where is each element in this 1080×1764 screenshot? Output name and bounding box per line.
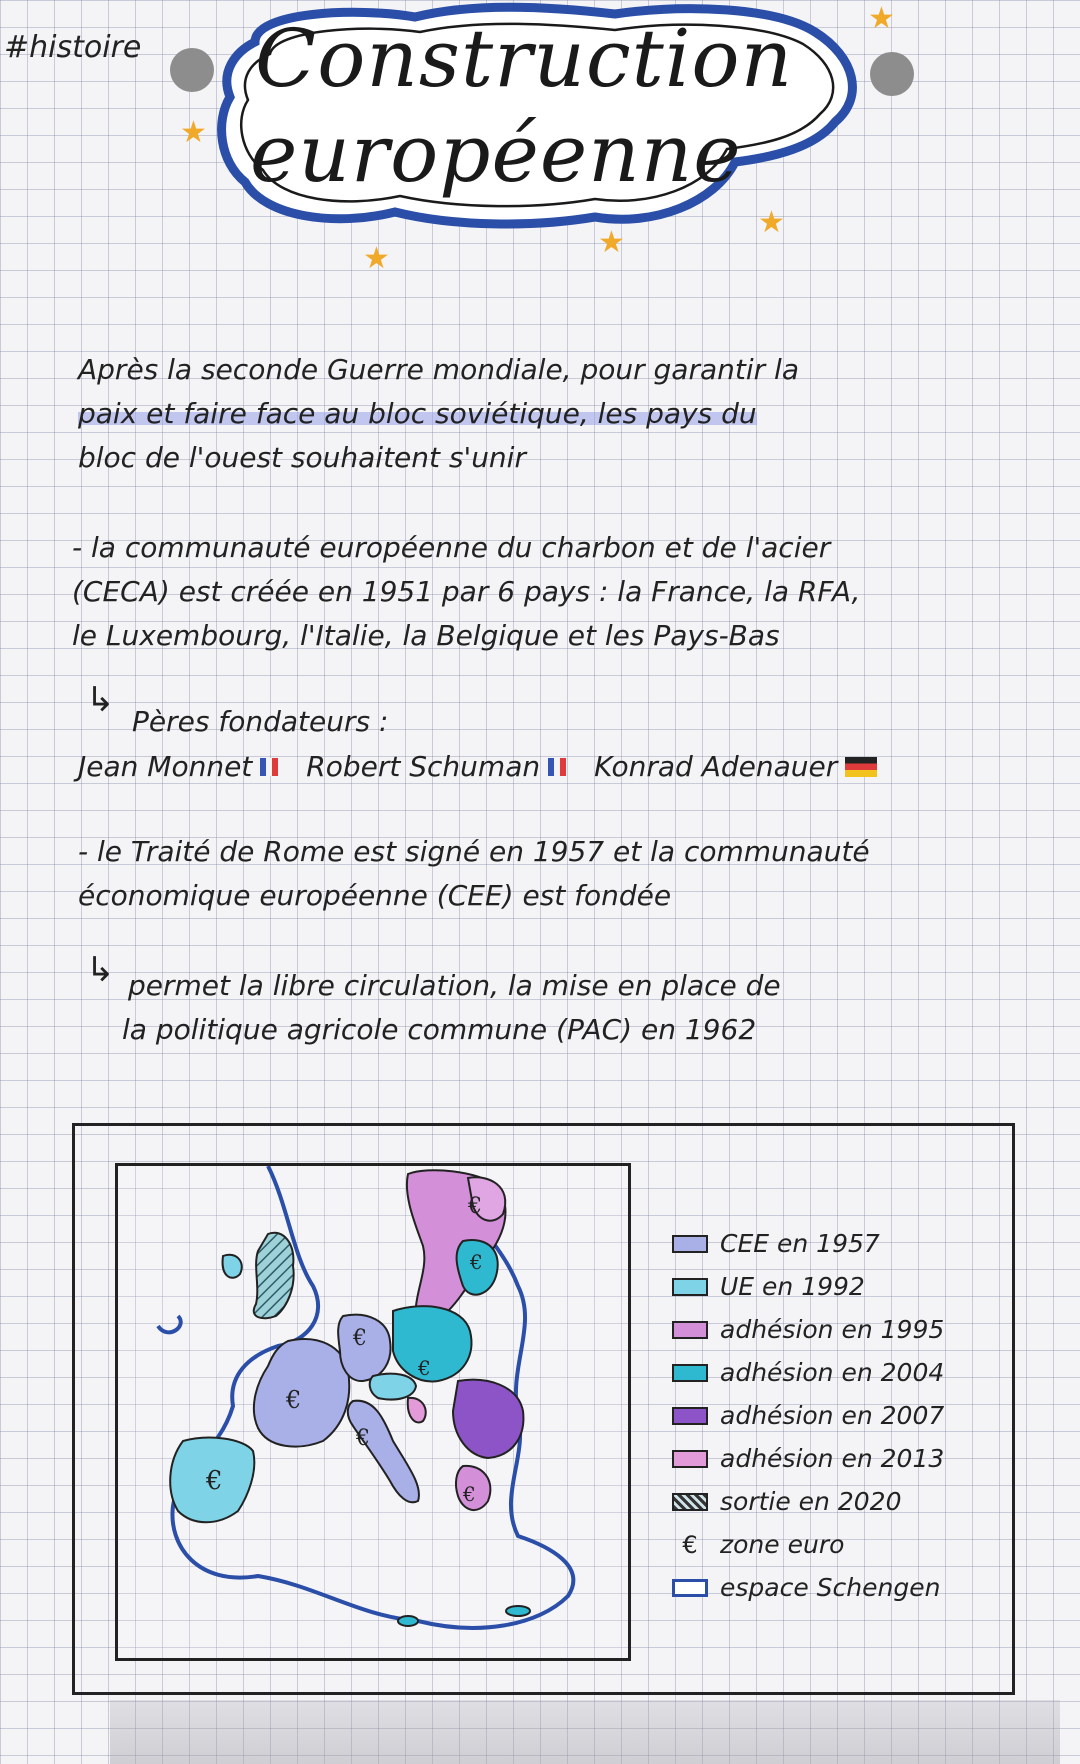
arrow-icon: ↳ (86, 950, 115, 990)
ceca-line-2: (CECA) est créée en 1951 par 6 pays : la France, la RFA, (72, 575, 861, 608)
legend-label: adhésion en 2004 (720, 1358, 945, 1387)
intro-line-3: bloc de l'ouest souhaitent s'unir (78, 441, 526, 474)
founder-monnet: Jean Monnet (78, 750, 253, 783)
rome-line-4: la politique agricole commune (PAC) en 1962 (122, 1013, 757, 1046)
founder-schuman: Robert Schuman (306, 750, 541, 783)
star-icon: ★ (180, 115, 207, 150)
intro-paragraph (78, 348, 1058, 480)
founders-label: Pères fondateurs : (132, 705, 389, 738)
binder-hole-left (170, 48, 214, 92)
europe-map-drawing (118, 1166, 628, 1658)
german-flag-icon (845, 757, 877, 777)
title-block (215, 2, 865, 232)
arrow-icon: ↳ (86, 680, 115, 720)
legend-label: zone euro (720, 1530, 845, 1559)
intro-line-1: Après la seconde Guerre mondiale, pour garantir la (78, 353, 799, 386)
binder-hole-right (870, 52, 914, 96)
legend-swatch (672, 1278, 708, 1296)
map-legend (672, 1222, 1002, 1609)
legend-item-1995 (672, 1308, 1002, 1351)
french-flag-icon (260, 758, 278, 776)
rome-paragraph (78, 830, 1058, 918)
legend-label: espace Schengen (720, 1573, 941, 1602)
euro-icon: € (463, 1482, 476, 1506)
legend-swatch (672, 1579, 708, 1597)
euro-icon: € (206, 1466, 223, 1496)
founder-adenauer: Konrad Adenauer (594, 750, 838, 783)
hashtag-label: #histoire (4, 30, 142, 65)
legend-swatch (672, 1450, 708, 1468)
title-line-2: européenne (250, 107, 742, 200)
ceca-line-3: le Luxembourg, l'Italie, la Belgique et les Pays-Bas (72, 619, 780, 652)
rome-line-3: permet la libre circulation, la mise en place de (128, 969, 781, 1002)
rome-line-1: - le Traité de Rome est signé en 1957 et la communauté (78, 835, 870, 868)
euro-icon: € (468, 1194, 482, 1219)
founders-row (78, 745, 1068, 789)
legend-swatch (672, 1364, 708, 1382)
euro-icon: € (356, 1426, 370, 1451)
europe-map (115, 1163, 631, 1661)
legend-item-2004 (672, 1351, 1002, 1394)
legend-item-cee-1957 (672, 1222, 1002, 1265)
euro-icon: € (418, 1356, 431, 1380)
legend-label: UE en 1992 (720, 1272, 865, 1301)
star-icon: ★ (363, 241, 390, 276)
legend-item-sortie-2020 (672, 1480, 1002, 1523)
legend-item-zone-euro (672, 1523, 1002, 1566)
euro-icon: € (353, 1326, 367, 1351)
star-icon: ★ (598, 225, 625, 260)
legend-item-schengen (672, 1566, 1002, 1609)
legend-item-2007 (672, 1394, 1002, 1437)
star-icon: ★ (868, 1, 895, 36)
legend-item-ue-1992 (672, 1265, 1002, 1308)
legend-label: adhésion en 2013 (720, 1444, 945, 1473)
intro-line-2: paix et faire face au bloc soviétique, les pays du (78, 397, 757, 430)
star-icon: ★ (758, 205, 785, 240)
legend-label: sortie en 2020 (720, 1487, 902, 1516)
legend-item-2013 (672, 1437, 1002, 1480)
legend-swatch (672, 1407, 708, 1425)
euro-icon: € (682, 1530, 698, 1559)
euro-icon: € (286, 1386, 302, 1414)
page-bottom-shadow (110, 1700, 1060, 1764)
ceca-line-1: - la communauté européenne du charbon et de l'acier (72, 531, 831, 564)
ceca-paragraph (72, 526, 1052, 658)
legend-label: CEE en 1957 (720, 1229, 880, 1258)
legend-swatch (672, 1321, 708, 1339)
legend-swatch (672, 1235, 708, 1253)
legend-label: adhésion en 2007 (720, 1401, 945, 1430)
rome-consequences (122, 964, 1058, 1052)
rome-line-2: économique européenne (CEE) est fondée (78, 879, 672, 912)
french-flag-icon (548, 758, 566, 776)
legend-swatch (672, 1493, 708, 1511)
title-line-1: Construction (255, 12, 794, 105)
euro-icon: € (470, 1250, 483, 1274)
legend-label: adhésion en 1995 (720, 1315, 945, 1344)
